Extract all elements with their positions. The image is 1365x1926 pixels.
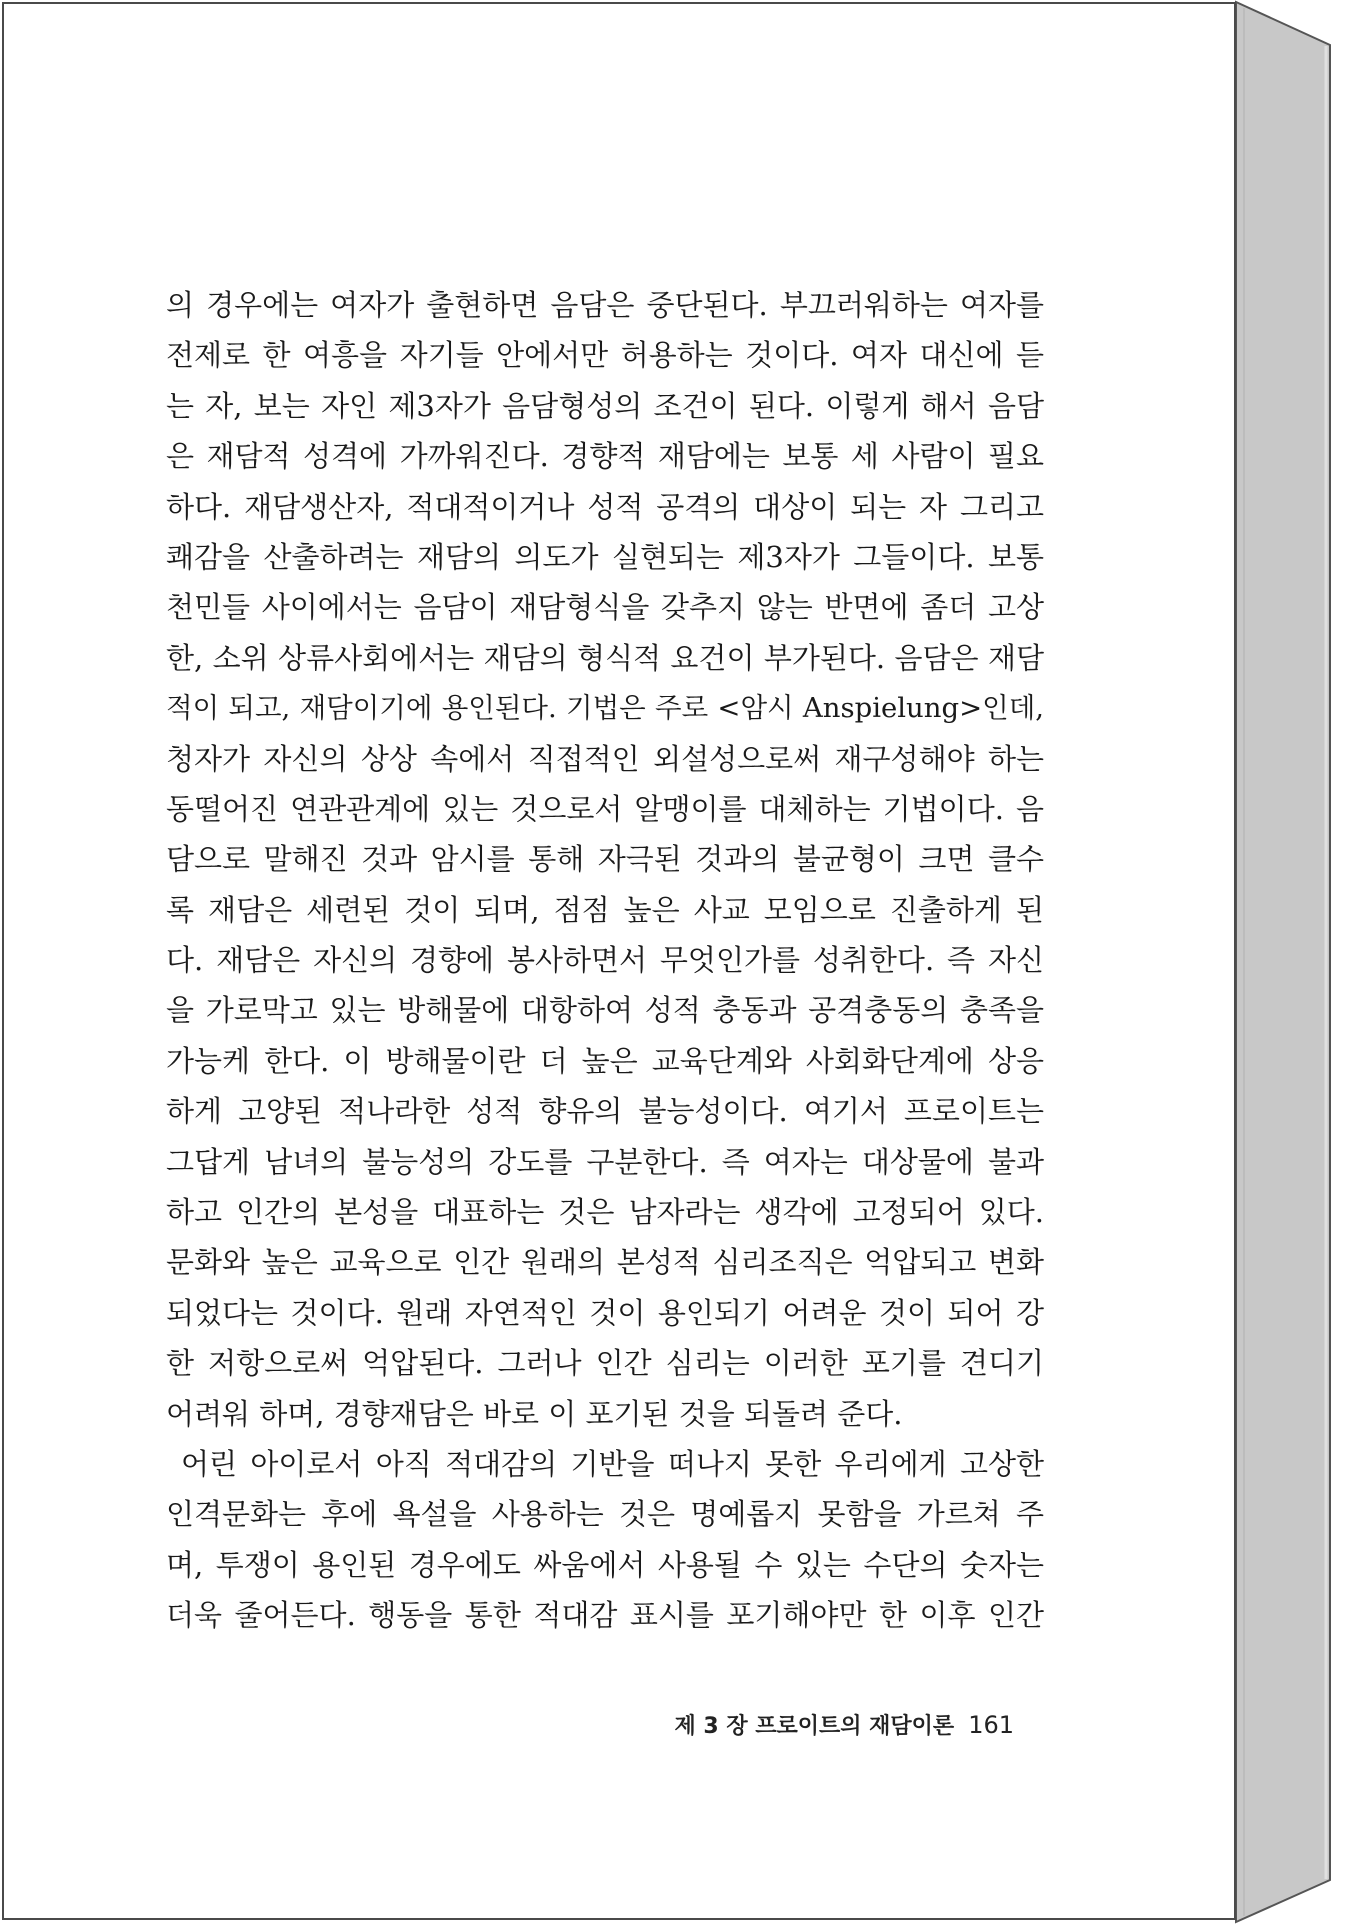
body-line: 하다. 재담생산자, 적대적이거나 성적 공격의 대상이 되는 자 그리고 (166, 489, 1044, 524)
body-line: 을 가로막고 있는 방해물에 대항하여 성적 충동과 공격충동의 충족을 (166, 993, 1044, 1028)
page-number: 161 (968, 1711, 1014, 1739)
body-line: 쾌감을 산출하려는 재담의 의도가 실현되는 제3자가 그들이다. 보통 (166, 539, 1044, 574)
body-line: 적이 되고, 재담이기에 용인된다. 기법은 주로 <암시 Anspielung>인데, (166, 692, 1044, 725)
body-line: 의 경우에는 여자가 출현하면 음담은 중단된다. 부끄러워하는 여자를 (166, 288, 1044, 322)
body-line: 그답게 남녀의 불능성의 강도를 구분한다. 즉 여자는 대상물에 불과 (166, 1144, 1044, 1179)
body-line: 문화와 높은 교육으로 인간 원래의 본성적 심리조직은 억압되고 변화 (166, 1245, 1044, 1280)
body-line: 한, 소위 상류사회에서는 재담의 형식적 요건이 부가된다. 음담은 재담 (166, 640, 1044, 675)
body-line: 가능케 한다. 이 방해물이란 더 높은 교육단계와 사회화단계에 상응 (166, 1043, 1044, 1078)
body-line: 하게 고양된 적나라한 성적 향유의 불능성이다. 여기서 프로이트는 (166, 1094, 1044, 1129)
body-line: 다. 재담은 자신의 경향에 봉사하면서 무엇인가를 성취한다. 즉 자신 (166, 943, 1044, 978)
body-line: 인격문화는 후에 욕설을 사용하는 것은 명예롭지 못함을 가르쳐 주 (166, 1497, 1044, 1532)
page-sheet (2, 2, 1236, 1920)
body-line: 은 재담적 성격에 가까워진다. 경향적 재담에는 보통 세 사람이 필요 (166, 439, 1044, 474)
body-text (166, 280, 1044, 1641)
body-line: 더욱 줄어든다. 행동을 통한 적대감 표시를 포기해야만 한 이후 인간 (166, 1598, 1044, 1633)
page-footer (604, 1709, 1014, 1740)
body-line: 동떨어진 연관관계에 있는 것으로서 알맹이를 대체하는 기법이다. 음 (166, 791, 1044, 826)
paragraph-start-line: 어린 아이로서 아직 적대감의 기반을 떠나지 못한 우리에게 고상한 (181, 1446, 1044, 1481)
body-line: 전제로 한 여흥을 자기들 안에서만 허용하는 것이다. 여자 대신에 듣 (166, 338, 1044, 373)
running-head: 제 3 장 프로이트의 재담이론 (674, 1714, 955, 1739)
body-line: 되었다는 것이다. 원래 자연적인 것이 용인되기 어려운 것이 되어 강 (166, 1295, 1044, 1330)
body-line: 록 재담은 세련된 것이 되며, 점점 높은 사교 모임으로 진출하게 된 (166, 892, 1044, 927)
body-line: 는 자, 보는 자인 제3자가 음담형성의 조건이 된다. 이렇게 해서 음담 (166, 388, 1044, 423)
body-line: 한 저항으로써 억압된다. 그러나 인간 심리는 이러한 포기를 견디기 (166, 1346, 1044, 1381)
paragraph-end-line: 어려워 하며, 경향재담은 바로 이 포기된 것을 되돌려 준다. (166, 1396, 903, 1431)
body-line: 청자가 자신의 상상 속에서 직접적인 외설성으로써 재구성해야 하는 (166, 741, 1044, 776)
body-line: 며, 투쟁이 용인된 경우에도 싸움에서 사용될 수 있는 수단의 숫자는 (166, 1547, 1044, 1582)
body-line: 담으로 말해진 것과 암시를 통해 자극된 것과의 불균형이 크면 클수 (166, 842, 1044, 877)
body-line: 하고 인간의 본성을 대표하는 것은 남자라는 생각에 고정되어 있다. (166, 1195, 1044, 1230)
body-line: 천민들 사이에서는 음담이 재담형식을 갖추지 않는 반면에 좀더 고상 (166, 590, 1044, 625)
